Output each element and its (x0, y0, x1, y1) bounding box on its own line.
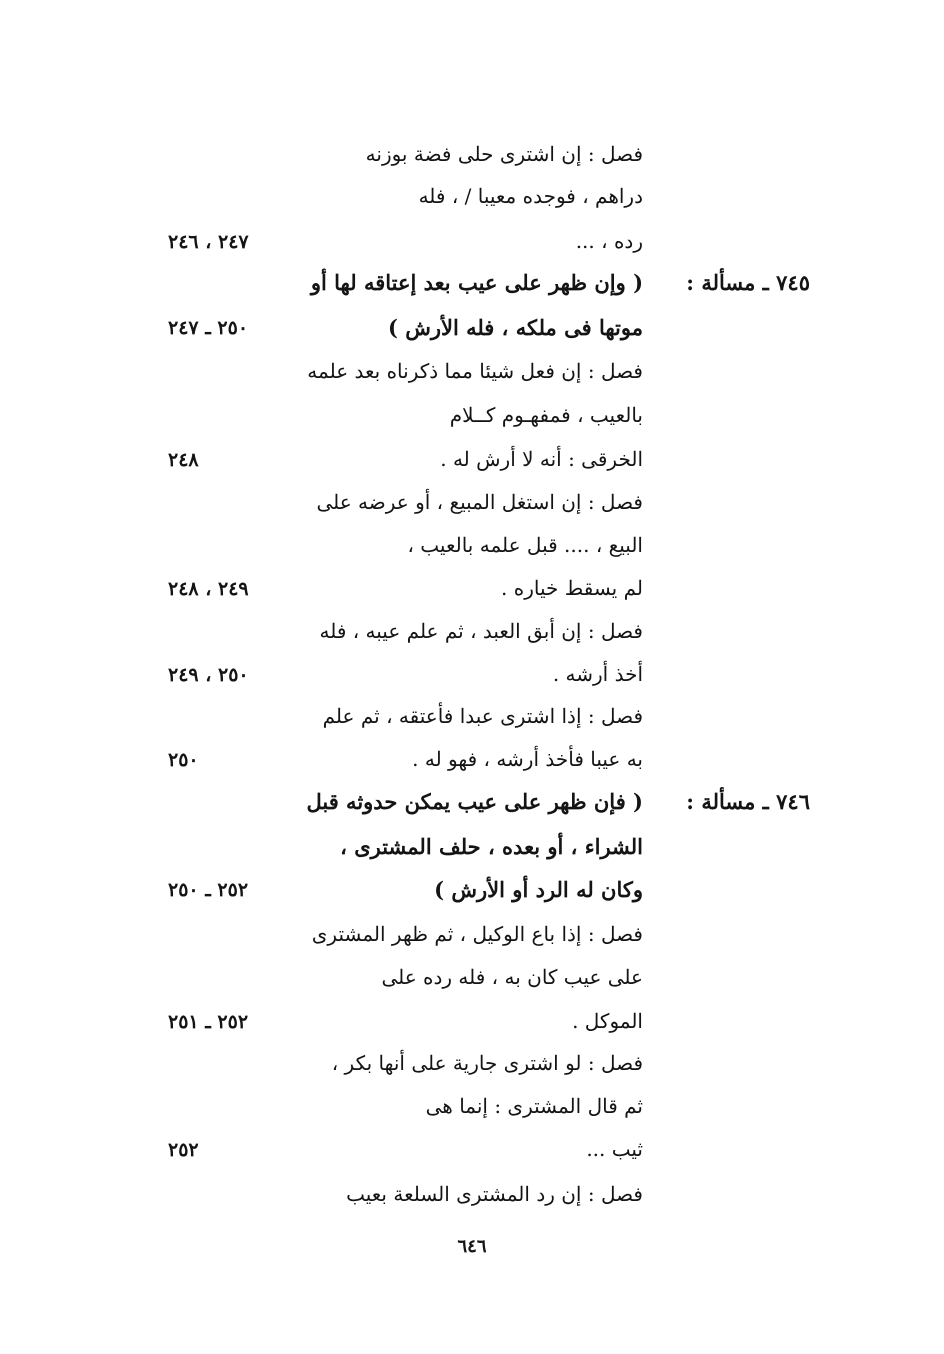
entry-text: فصل : إن استغل المبيع ، أو عرضه على (316, 490, 643, 514)
page-reference: ٢٤٧ ، ٢٤٦ (168, 231, 249, 253)
entry-text: أخذ أرشه . (552, 662, 643, 686)
page-reference: ٢٥٢ ـ ٢٥١ (168, 1011, 249, 1033)
entry-text: فصل : إذا باع الوكيل ، ثم ظهر المشترى (311, 922, 643, 946)
entry-text: على عيب كان به ، فله رده على (381, 965, 643, 989)
entry-text: الخرقى : أنه لا أرش له . (440, 447, 643, 471)
index-entry-row (0, 1090, 944, 1132)
index-entry-row (0, 443, 944, 485)
entry-text: به عيبا فأخذ أرشه ، فهو له . (412, 747, 643, 771)
index-entry-row (0, 355, 944, 397)
index-entry-row (0, 138, 944, 180)
page-reference: ٢٥٠ (168, 749, 199, 771)
index-entry-row (0, 486, 944, 528)
index-entry-row (0, 743, 944, 785)
page-reference: ٢٥٢ ـ ٢٥٠ (168, 879, 249, 901)
entry-text: فصل : إن فعل شيئا مما ذكرناه بعد علمه (307, 359, 643, 383)
entry-text: لم يسقط خياره . (501, 576, 643, 600)
entry-text: رده ، ... (575, 229, 643, 253)
index-entry-row (0, 615, 944, 657)
entry-text: ( وإن ظهر على عيب بعد إعتاقه لها أو (310, 270, 643, 295)
index-entry-row (0, 918, 944, 960)
entry-text: ثم قال المشترى : إنما هى (425, 1094, 643, 1118)
index-entry-row (0, 311, 944, 353)
index-entry-row (0, 961, 944, 1003)
entry-text: ثيب ... (586, 1137, 643, 1161)
entry-text: فصل : إن اشترى حلى فضة بوزنه (365, 142, 643, 166)
entry-text: موتها فى ملكه ، فله الأرش ) (387, 315, 643, 340)
index-entry-row (0, 1133, 944, 1175)
issue-number-label: ٧٤٥ ـ مسألة : (686, 270, 810, 295)
index-entry-row (0, 225, 944, 267)
entry-text: بالعيب ، فمفهـوم كــلام (449, 403, 643, 427)
entry-text: فصل : إن رد المشترى السلعة بعيب (346, 1182, 643, 1206)
page-reference: ٢٥٢ (168, 1139, 199, 1161)
page-reference: ٢٥٠ ـ ٢٤٧ (168, 317, 249, 339)
index-entry-row (0, 399, 944, 441)
page-reference: ٢٤٨ (168, 449, 199, 471)
index-entry-row (0, 266, 944, 308)
index-entry-row (0, 180, 944, 222)
index-entry-row (0, 1178, 944, 1220)
index-entry-row (0, 873, 944, 915)
index-entry-row (0, 1047, 944, 1089)
entry-text: وكان له الرد أو الأرش ) (434, 877, 643, 902)
index-entry-row (0, 700, 944, 742)
index-entry-row (0, 529, 944, 571)
index-entry-row (0, 572, 944, 614)
issue-number-label: ٧٤٦ ـ مسألة : (686, 789, 810, 814)
entry-text: فصل : إذا اشترى عبدا فأعتقه ، ثم علم (322, 704, 643, 728)
index-entry-row (0, 830, 944, 872)
page-number: ٦٤٦ (457, 1236, 487, 1257)
entry-text: دراهم ، فوجده معيبا / ، فله (418, 184, 643, 208)
entry-text: فصل : لو اشترى جارية على أنها بكر ، (331, 1051, 643, 1075)
entry-text: الموكل . (572, 1009, 643, 1033)
page-reference: ٢٤٩ ، ٢٤٨ (168, 578, 249, 600)
entry-text: البيع ، .... قبل علمه بالعيب ، (407, 533, 643, 557)
page-reference: ٢٥٠ ، ٢٤٩ (168, 664, 249, 686)
entry-text: فصل : إن أبق العبد ، ثم علم عيبه ، فله (319, 619, 643, 643)
index-entry-row (0, 1005, 944, 1047)
entry-text: ( فإن ظهر على عيب يمكن حدوثه قبل (306, 789, 643, 814)
index-entry-row (0, 658, 944, 700)
index-entry-row (0, 785, 944, 827)
entry-text: الشراء ، أو بعده ، حلف المشترى ، (340, 834, 643, 859)
